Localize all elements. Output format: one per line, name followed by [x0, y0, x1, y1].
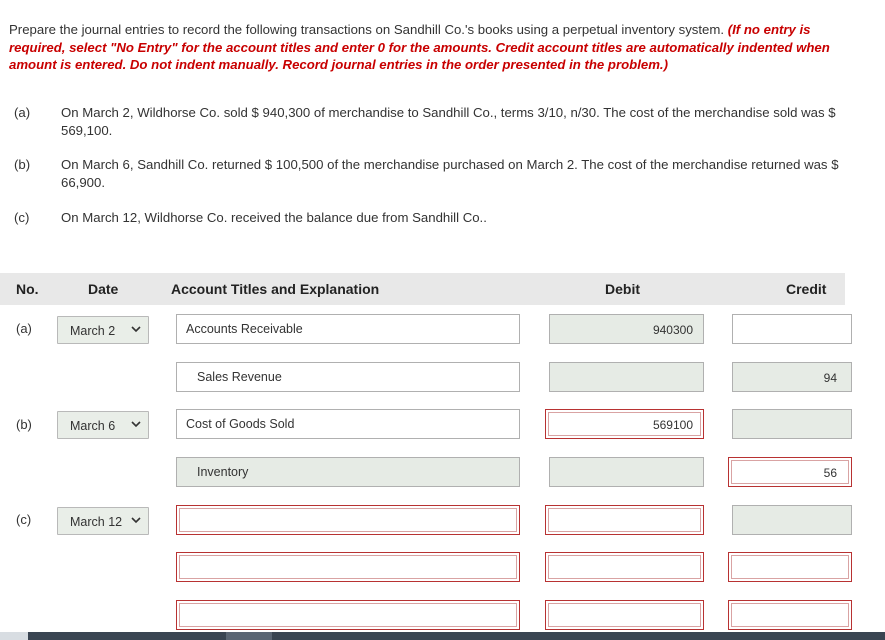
debit-field-row7[interactable] — [545, 600, 704, 630]
row-label-a: (a) — [16, 321, 32, 336]
instructions-plain: Prepare the journal entries to record the following transactions on Sandhill Co.'s books using a perpetual inventory system. — [9, 22, 725, 37]
row-label-b: (b) — [16, 417, 32, 432]
account-value: Cost of Goods Sold — [186, 417, 295, 431]
problem-text: On March 6, Sandhill Co. returned $ 100,500 of the merchandise purchased on March 2. The cost of the merchandise returned was $ 66,900. — [61, 157, 839, 190]
credit-field-row7[interactable] — [728, 600, 852, 630]
credit-field-row1[interactable] — [732, 314, 852, 344]
date-value: March 2 — [70, 324, 116, 338]
problem-label: (c) — [14, 210, 30, 225]
date-value: March 12 — [70, 515, 123, 529]
instructions-emphasis: (If no entry is required, select "No Entry" for the account titles and enter 0 for the amounts. Credit account titles are automatically indented when amount is entered. Do not indent manually. Record journal entries in the order presented in the problem.) — [9, 22, 830, 72]
problem-b — [0, 156, 885, 196]
account-field-row6[interactable] — [176, 552, 520, 582]
problem-c — [0, 209, 885, 229]
chevron-down-icon — [130, 514, 142, 526]
row-label-c: (c) — [16, 512, 32, 527]
date-select-b[interactable] — [57, 411, 149, 439]
journal-table-header — [0, 273, 845, 305]
account-field-row1[interactable] — [176, 314, 520, 344]
problem-text: On March 12, Wildhorse Co. received the balance due from Sandhill Co.. — [61, 210, 487, 225]
problem-a — [0, 104, 885, 144]
credit-value: 56 — [823, 466, 837, 480]
debit-field-row6[interactable] — [545, 552, 704, 582]
account-value: Sales Revenue — [197, 370, 282, 384]
header-account: Account Titles and Explanation — [171, 281, 380, 297]
account-value: Accounts Receivable — [186, 322, 303, 336]
scrollbar-left-cap — [0, 632, 28, 640]
debit-field-row5[interactable] — [545, 505, 704, 535]
header-debit: Debit — [605, 281, 640, 297]
credit-field-row3[interactable] — [732, 409, 852, 439]
problem-label: (b) — [14, 157, 31, 172]
credit-field-row2[interactable] — [732, 362, 852, 392]
credit-value: 94 — [823, 371, 837, 385]
instructions — [9, 21, 854, 74]
debit-field-row4[interactable] — [549, 457, 704, 487]
account-field-row5[interactable] — [176, 505, 520, 535]
debit-field-row2[interactable] — [549, 362, 704, 392]
debit-value: 940300 — [652, 323, 693, 337]
horizontal-scrollbar[interactable] — [0, 632, 885, 640]
credit-field-row5[interactable] — [732, 505, 852, 535]
header-no: No. — [16, 281, 39, 297]
debit-value: 569100 — [652, 418, 693, 432]
debit-field-row3[interactable] — [545, 409, 704, 439]
credit-field-row6[interactable] — [728, 552, 852, 582]
header-credit: Credit — [786, 281, 827, 297]
debit-field-row1[interactable] — [549, 314, 704, 344]
problem-label: (a) — [14, 105, 31, 120]
date-select-c[interactable] — [57, 507, 149, 535]
chevron-down-icon — [130, 323, 142, 335]
date-select-a[interactable] — [57, 316, 149, 344]
chevron-down-icon — [130, 418, 142, 430]
header-date: Date — [88, 281, 119, 297]
account-field-row7[interactable] — [176, 600, 520, 630]
credit-field-row4[interactable] — [728, 457, 852, 487]
account-field-row2[interactable] — [176, 362, 520, 392]
account-field-row3[interactable] — [176, 409, 520, 439]
account-field-row4[interactable] — [176, 457, 520, 487]
scrollbar-thumb[interactable] — [226, 632, 272, 640]
problem-text: On March 2, Wildhorse Co. sold $ 940,300 of merchandise to Sandhill Co., terms 3/10, n/30. The cost of the merchandise sold was $ 569,100. — [61, 105, 836, 138]
account-value: Inventory — [197, 465, 249, 479]
date-value: March 6 — [70, 419, 116, 433]
